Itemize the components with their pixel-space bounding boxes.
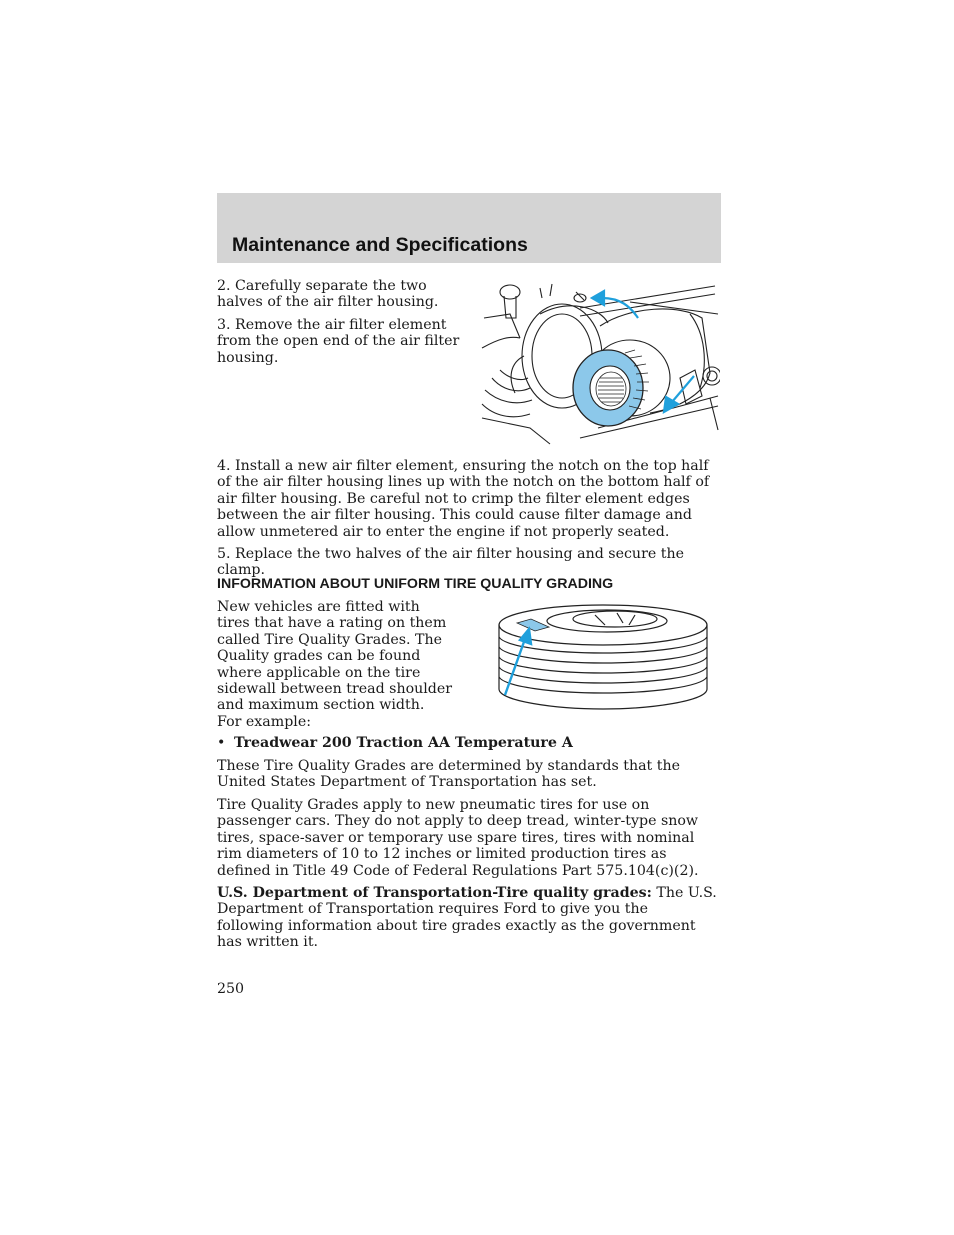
tire-para-2: Tire Quality Grades apply to new pneumatic tires for use on passenger cars. They do not apply to deep tread, winter-type snow tires, space-saver or temporary use spare tires, tires with nominal rim diameters of 10 to 12 inches or limited production tires as defined in Title 49 Code of Federal Regulations Part 575.104(c)(2). bbox=[217, 797, 699, 879]
page-number: 250 bbox=[217, 981, 245, 997]
step-3: 3. Remove the air filter element from the open end of the air filter housing. bbox=[217, 317, 460, 366]
bullet-mark: • bbox=[217, 735, 226, 751]
step-2: 2. Carefully separate the two halves of the air filter housing. bbox=[217, 278, 439, 311]
tire-para-3 bbox=[217, 885, 717, 951]
tire-sidewall-illustration bbox=[495, 603, 711, 711]
header-band bbox=[217, 193, 721, 263]
tire-intro: New vehicles are fitted with tires that have a rating on them called Tire Quality Grades. The Quality grades can be found where applicable on the tire sidewall between tread shoulder and maximum section width. For example: bbox=[217, 599, 453, 730]
tire-para-3-rest: The U.S. Department of Transportation requires Ford to give you the following information about tire grades exactly as the government has written it. bbox=[217, 885, 717, 951]
bullet-text: Treadwear 200 Traction AA Temperature A bbox=[234, 735, 573, 751]
step-4: 4. Install a new air filter element, ensuring the notch on the top half of the air filter housing lines up with the notch on the bottom half of air filter housing. Be careful not to crimp the filter element edges between the air filter housing. This could cause filter damage and allow unmetered air to enter the engine if not properly seated. bbox=[217, 458, 710, 540]
step-5: 5. Replace the two halves of the air filter housing and secure the clamp. bbox=[217, 546, 684, 579]
tire-para-1: These Tire Quality Grades are determined by standards that the United States Department of Transportation has set. bbox=[217, 758, 680, 791]
tire-para-3-lead: U.S. Department of Transportation-Tire quality grades: bbox=[217, 885, 652, 901]
section-heading: INFORMATION ABOUT UNIFORM TIRE QUALITY GRADING bbox=[217, 576, 614, 592]
air-filter-housing-illustration bbox=[480, 278, 720, 446]
page-title: Maintenance and Specifications bbox=[232, 234, 528, 256]
